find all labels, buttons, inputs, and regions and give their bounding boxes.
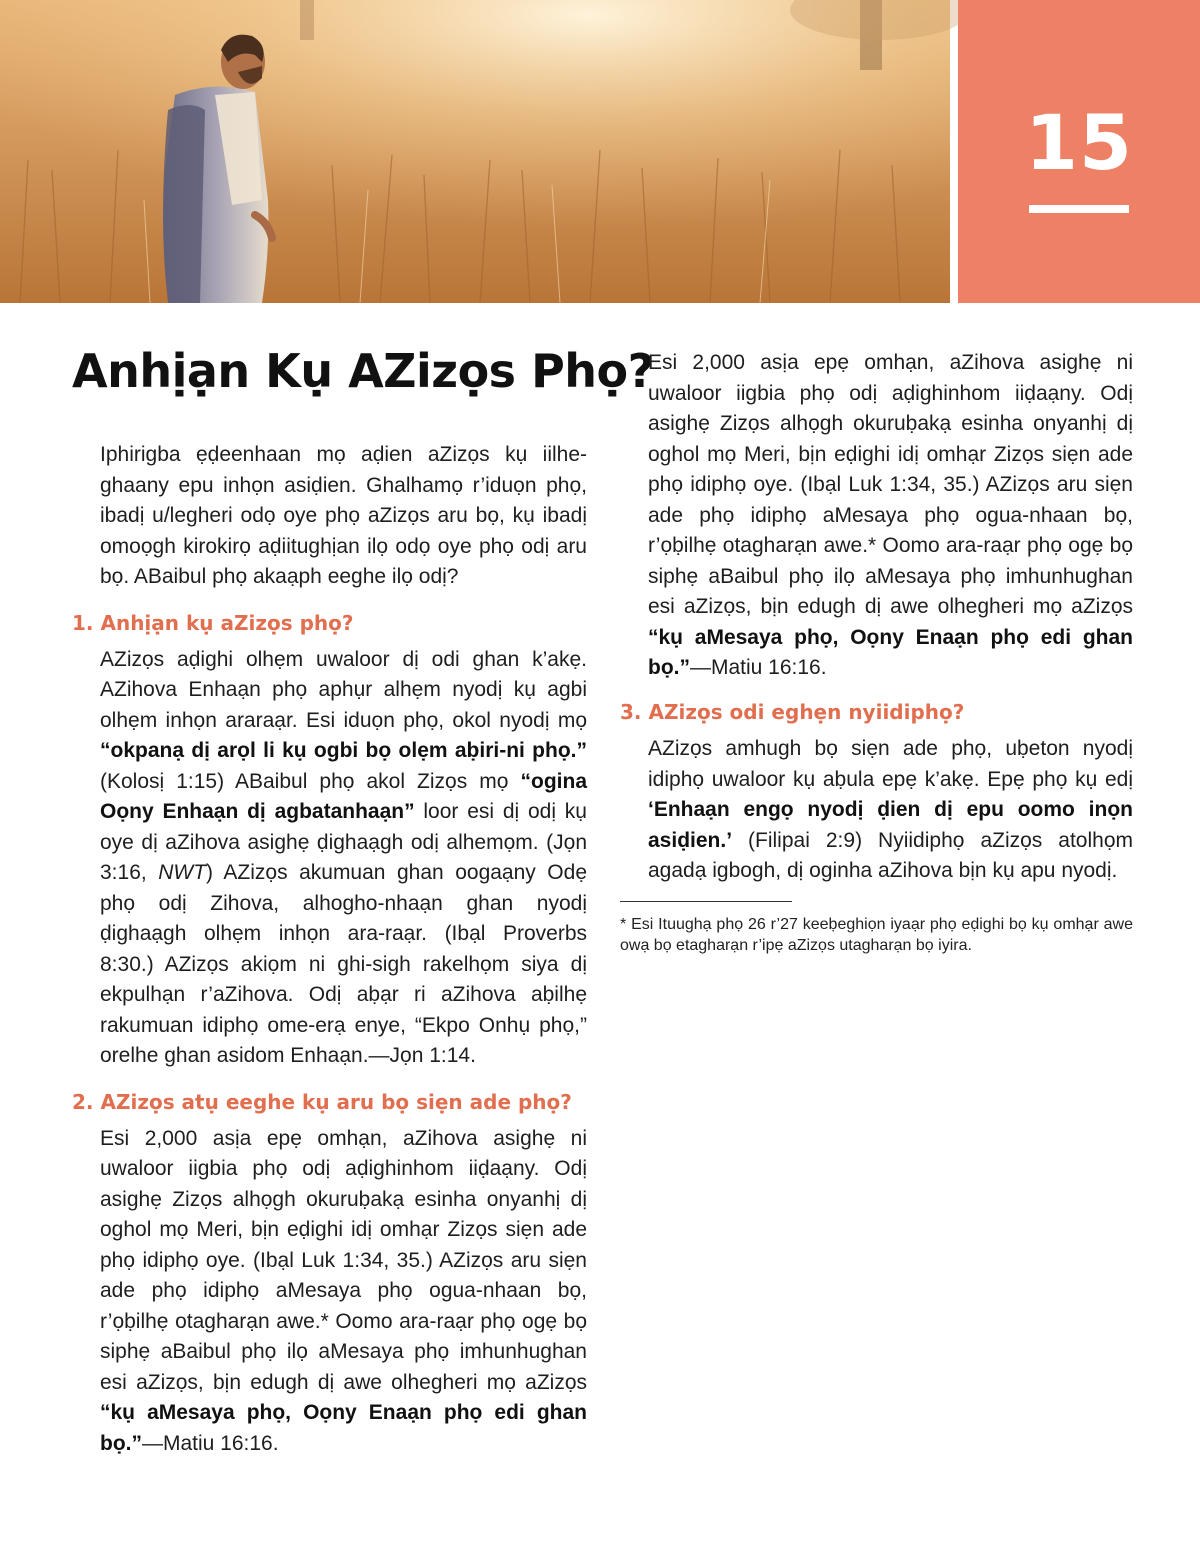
footnote-divider xyxy=(620,901,792,902)
left-column xyxy=(72,440,587,1455)
hero-image xyxy=(0,0,950,303)
section-1-heading: 1. Anhịạn kụ aZizọs phọ? xyxy=(72,610,354,635)
footnote: * Esi Ituughạ phọ 26 r’27 keeḅeghiọn iyaạr phọ eḍighi bọ kụ omhạr awe owạ bọ etagharạn r’ipẹ aZizọs utagharạn bọ iyira. xyxy=(620,915,1133,954)
hero-illustration xyxy=(0,0,950,303)
section-2-continuation-clip xyxy=(620,351,1133,684)
section-1-paragraph: AZizọs aḍighi olhẹm uwaloor dị odi ghan k’akẹ. AZihova Enhaạn phọ aphụr alhẹm nyodị kụ agbi olhẹm inhọn araraạr. Esi iduọn phọ, okol nyodị mọ “okpanạ dị arọl li kụ ogbi bọ olẹm aḅiri-ni phọ.” (Kolosị 1:15) ABaibul phọ akol Zizọs mọ “ogina Oọny Enhaạn dị agbatanhaạn” loor esi dị odị kụ oye dị aZihova asighẹ ḍighaạgh odị alhemọm. (Jọn 3:16, NWT) AZizọs akumuan ghan oogaạny Odẹ phọ odị Zihova, alhogho-nhaạn ghan nyodị ḍighaạgh olhẹm inhọn ara-raạr. (Ibạl Proverbs 8:30.) AZizọs akiọm ni ghi-sigh rakelhọm siya dị ekpulhạn r’aZihova. Odị aḅạr ri aZihova aḅilhẹ rakumuan idiphọ ome-erạ enye, “Ekpo Onhụ phọ,” orelhe ghan asidom Enhaạn.—Jọn 1:14. xyxy=(100,647,587,1067)
lesson-number-badge xyxy=(958,0,1200,303)
page-title: Anhịạn Kụ AZizọs Phọ? xyxy=(72,344,654,398)
lesson-number: 15 xyxy=(1025,98,1133,187)
section-2-continuation: Esi 2,000 asịa epẹ omhạn, aZihova asighẹ ni uwaloor iigbia phọ odị aḍighinhom iiḍaạny. Odị asighẹ Zizọs alhọgh okuruḅakạ esinha onyanhị dị oghol mọ Meri, bịn eḍighi idị omhạr Zizọs siẹn ade phọ idiphọ oye. (Ibạl Luk 1:34, 35.) AZizọs aru siẹn ade phọ idiphọ aMesaya phọ ogua-nhaan bọ, r’ọḅilhẹ otagharạn awe.* Oomo ara-raạr phọ ogẹ bọ siphẹ aBaibul phọ ilọ aMesaya phọ imhunhughan esi aZizọs, bịn edugh dị awe olhegheri mọ aZizọs “kụ aMesaya phọ, Oọny Enaạn phọ edi ghan bọ.”—Matiu 16:16. xyxy=(648,351,1133,679)
section-3-paragraph: AZizọs amhugh bọ siẹn ade phọ, uḅeton nyodị idiphọ uwaloor kụ aḅula epẹ k’akẹ. Epẹ phọ kụ edị ‘Enhaạn engọ nyodị ḍien dị epu oomo inọn asiḍien.’ (Filipai 2:9) Nyiidiphọ aZizọs atolhọm agadạ igbogh, dị oginha aZihova bịn kụ apu nyodị. xyxy=(648,737,1133,882)
section-3-heading: 3. AZizọs odi eghẹn nyiidiphọ? xyxy=(620,700,965,724)
section-2-paragraph: Esi 2,000 asịa epẹ omhạn, aZihova asighẹ ni uwaloor iigbia phọ odị aḍighinhom iiḍaạny. Odị asighẹ Zizọs alhọgh okuruḅakạ esinha onyanhị dị oghol mọ Meri, bịn eḍighi idị omhạr Zizọs siẹn ade phọ idiphọ oye. (Ibạl Luk 1:34, 35.) AZizọs aru siẹn ade phọ idiphọ aMesaya phọ ogua-nhaan bọ, r’ọḅilhẹ otagharạn awe.* Oomo ara-raạr phọ ogẹ bọ siphẹ aBaibul phọ ilọ aMesaya phọ imhunhughan esi aZizọs, bịn edugh dị awe olhegheri mọ aZizọs “kụ aMesaya phọ, Oọny Enaạn phọ edi ghan bọ.”—Matiu 16:16. xyxy=(100,1126,587,1455)
section-2-heading: 2. AZizọs atụ eeghe kụ aru bọ siẹn ade phọ? xyxy=(72,1089,572,1114)
intro-paragraph: Iphirigba ẹḍeenhaan mọ aḍien aZizọs kụ iilhe-ghaany epu inhọn asiḍien. Ghalhamọ r’iduọn phọ, ibadị u/legheri odọ oye phọ aZizọs aru bọ, kụ ibadị omoọgh kirokirọ aḍiitughịan ilọ odọ oye phọ odị aru bọ. ABaibul phọ akaạph eeghe ilọ odị? xyxy=(100,443,587,588)
badge-underline xyxy=(1029,205,1129,213)
right-column xyxy=(620,351,1133,956)
